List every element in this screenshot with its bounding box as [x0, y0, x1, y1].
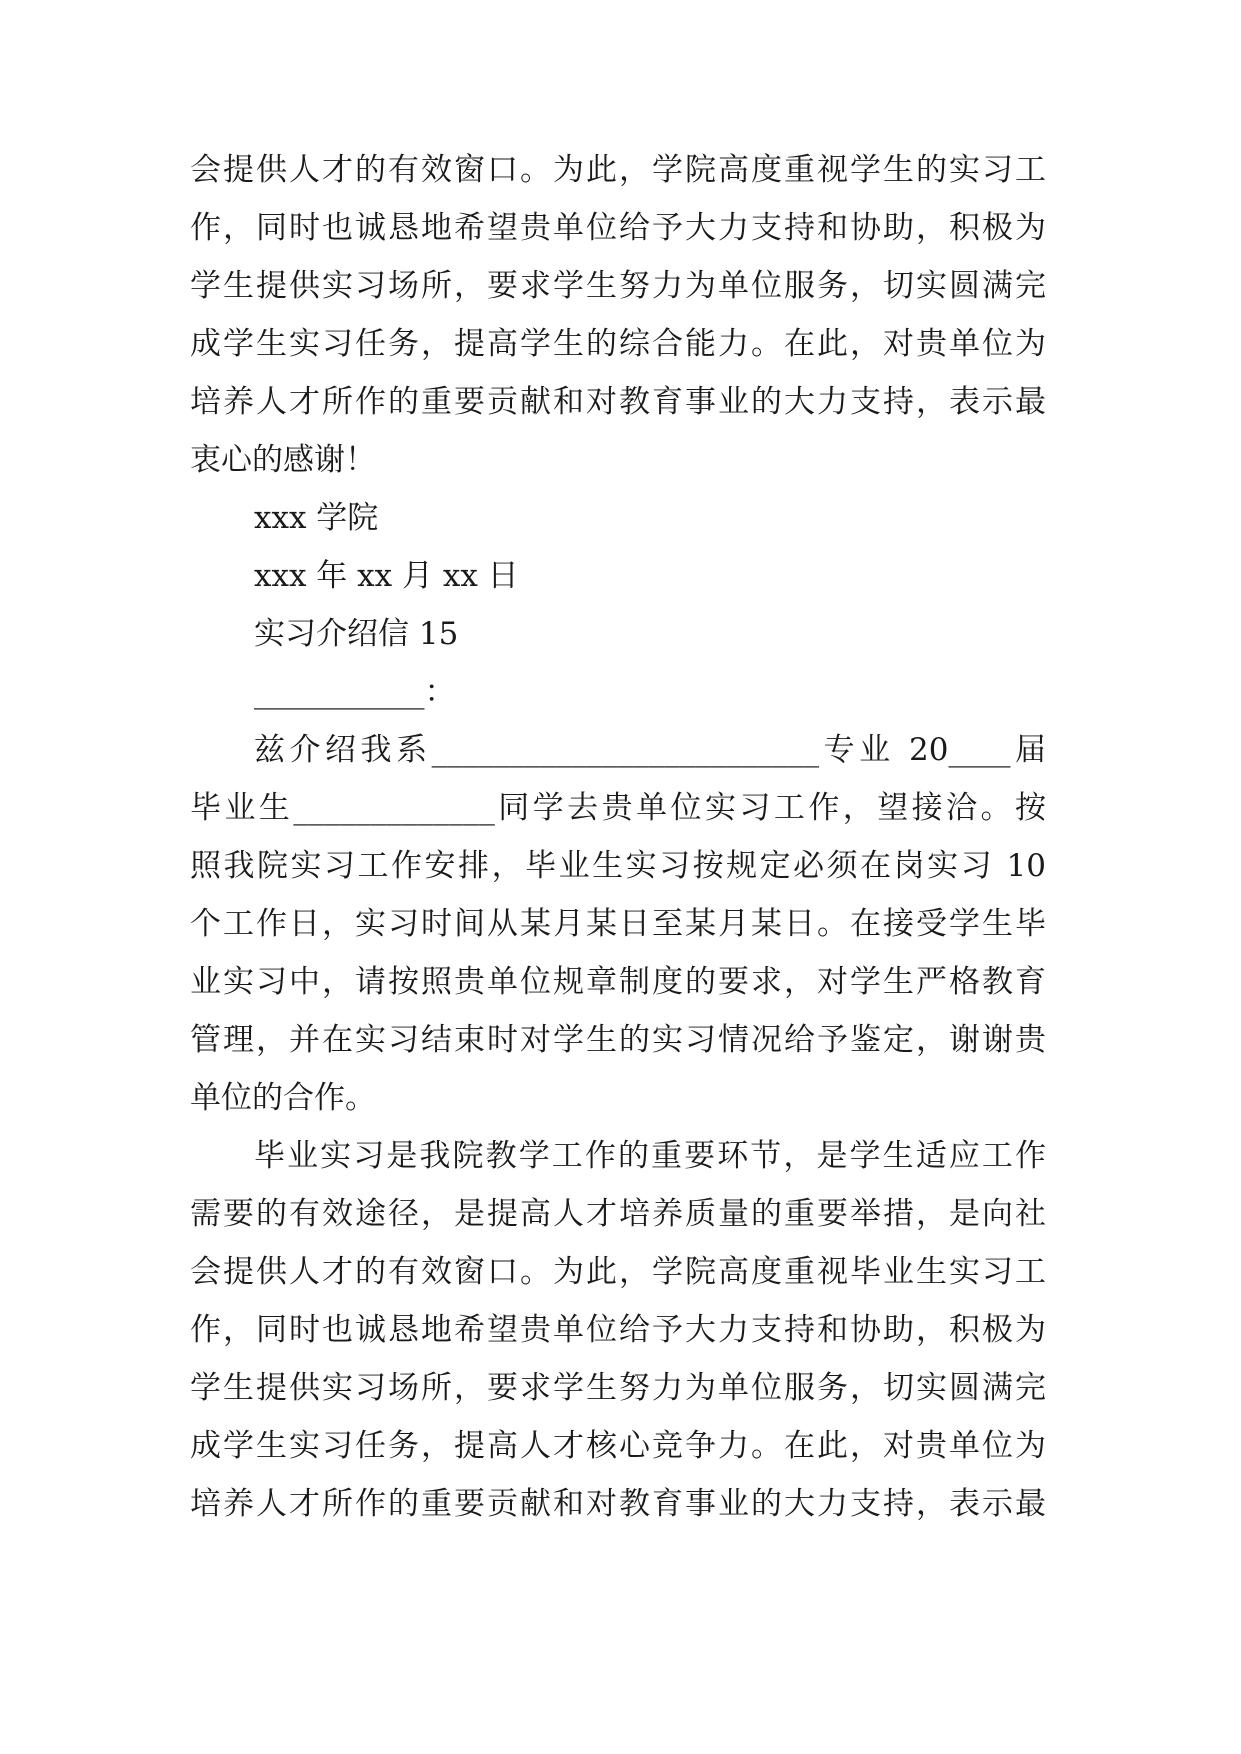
text-line: 成学生实习任务，提高学生的综合能力。在此，对贵单位为 — [190, 326, 1046, 362]
text-line: 照我院实习工作安排，毕业生实习按规定必须在岗实习 10 — [190, 848, 1046, 884]
text-line: 学生提供实习场所，要求学生努力为单位服务，切实圆满完 — [190, 1370, 1046, 1406]
text-line: 业实习中，请按照贵单位规章制度的要求，对学生严格教育 — [190, 964, 1046, 1000]
text-line: 毕业生_____________同学去贵单位实习工作，望接洽。按 — [190, 790, 1046, 826]
text-line: 会提供人才的有效窗口。为此，学院高度重视毕业生实习工 — [190, 1254, 1046, 1290]
salutation: ___________： — [254, 674, 456, 710]
signature-date: xxx 年 xx 月 xx 日 — [254, 558, 519, 594]
text-line: 兹介绍我系_________________________专业 20____届 — [254, 732, 1046, 768]
text-line: 毕业实习是我院教学工作的重要环节，是学生适应工作 — [254, 1138, 1046, 1174]
text-line: 成学生实习任务，提高人才核心竞争力。在此，对贵单位为 — [190, 1428, 1046, 1464]
text-line: 管理，并在实习结束时对学生的实习情况给予鉴定，谢谢贵 — [190, 1022, 1046, 1058]
text-line: 个工作日，实习时间从某月某日至某月某日。在接受学生毕 — [190, 906, 1046, 942]
text-line: 培养人才所作的重要贡献和对教育事业的大力支持，表示最 — [190, 1486, 1046, 1522]
text-line: 会提供人才的有效窗口。为此，学院高度重视学生的实习工 — [190, 152, 1046, 188]
text-line: 学生提供实习场所，要求学生努力为单位服务，切实圆满完 — [190, 268, 1046, 304]
text-line: 作，同时也诚恳地希望贵单位给予大力支持和协助，积极为 — [190, 210, 1046, 246]
text-line: 衷心的感谢！ — [190, 442, 376, 478]
text-line: 培养人才所作的重要贡献和对教育事业的大力支持，表示最 — [190, 384, 1046, 420]
text-line: 单位的合作。 — [190, 1080, 376, 1116]
text-line: 需要的有效途径，是提高人才培养质量的重要举措，是向社 — [190, 1196, 1046, 1232]
signature-school: xxx 学院 — [254, 500, 379, 536]
section-title: 实习介绍信 15 — [254, 616, 459, 652]
text-line: 作，同时也诚恳地希望贵单位给予大力支持和协助，积极为 — [190, 1312, 1046, 1348]
